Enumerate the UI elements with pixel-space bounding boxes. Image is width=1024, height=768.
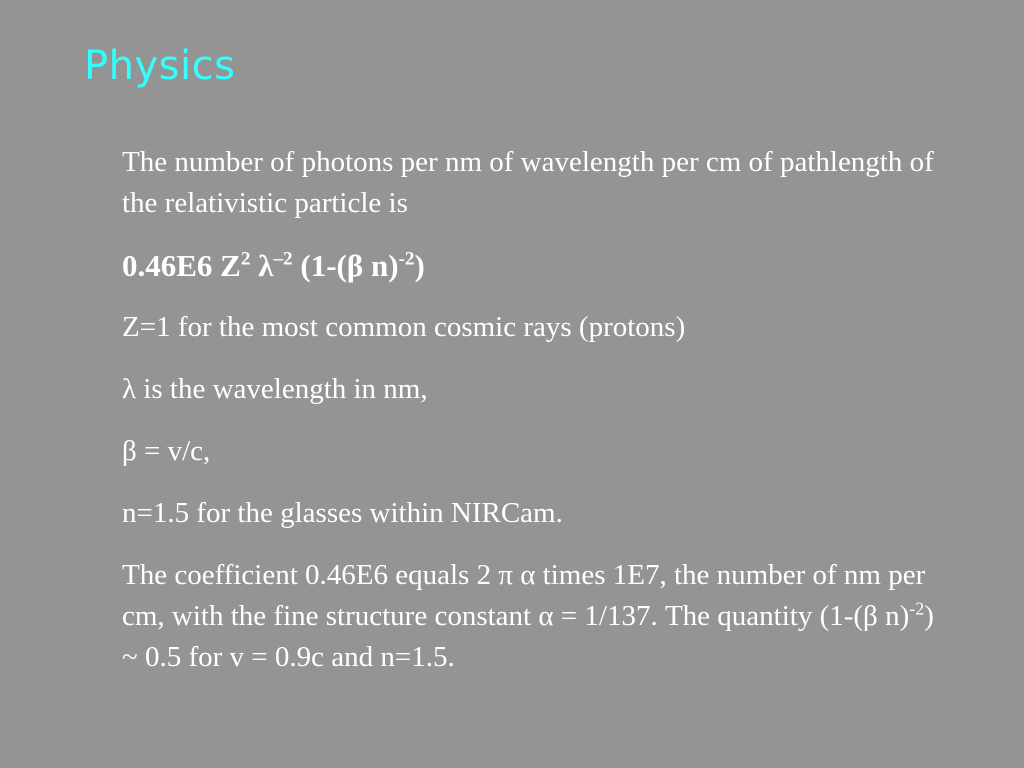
beta-definition: β = v/c, <box>122 435 211 467</box>
formula-coefficient: 0.46E6 Z <box>122 248 241 283</box>
lambda-definition: λ is the wavelength in nm, <box>122 373 428 405</box>
formula-middle: (1-(β n) <box>292 248 399 283</box>
formula-lambda: λ <box>250 248 274 283</box>
formula-lambda-exponent: –2 <box>273 248 293 270</box>
coefficient-exponent: -2 <box>909 598 925 619</box>
slide-body <box>122 142 942 699</box>
formula-paren-exponent: -2 <box>398 248 415 270</box>
coefficient-text-part1: The coefficient 0.46E6 equals 2 π α times 1E7, the number of nm per cm, with the fine structure constant α = 1/137. The quantity (1-(β n) <box>122 559 926 632</box>
coefficient-text-part2: ) ~ 0.5 for v = 0.9c and n=1.5. <box>122 600 934 673</box>
slide-title: Physics <box>84 43 236 89</box>
z-definition: Z=1 for the most common cosmic rays (protons) <box>122 311 686 343</box>
photon-formula <box>122 245 942 286</box>
intro-paragraph: The number of photons per nm of wavelength per cm of pathlength of the relativistic particle is <box>122 146 934 219</box>
formula-z-exponent: 2 <box>240 248 251 270</box>
coefficient-paragraph <box>122 555 942 678</box>
n-definition: n=1.5 for the glasses within NIRCam. <box>122 497 563 529</box>
formula-close: ) <box>414 248 425 283</box>
